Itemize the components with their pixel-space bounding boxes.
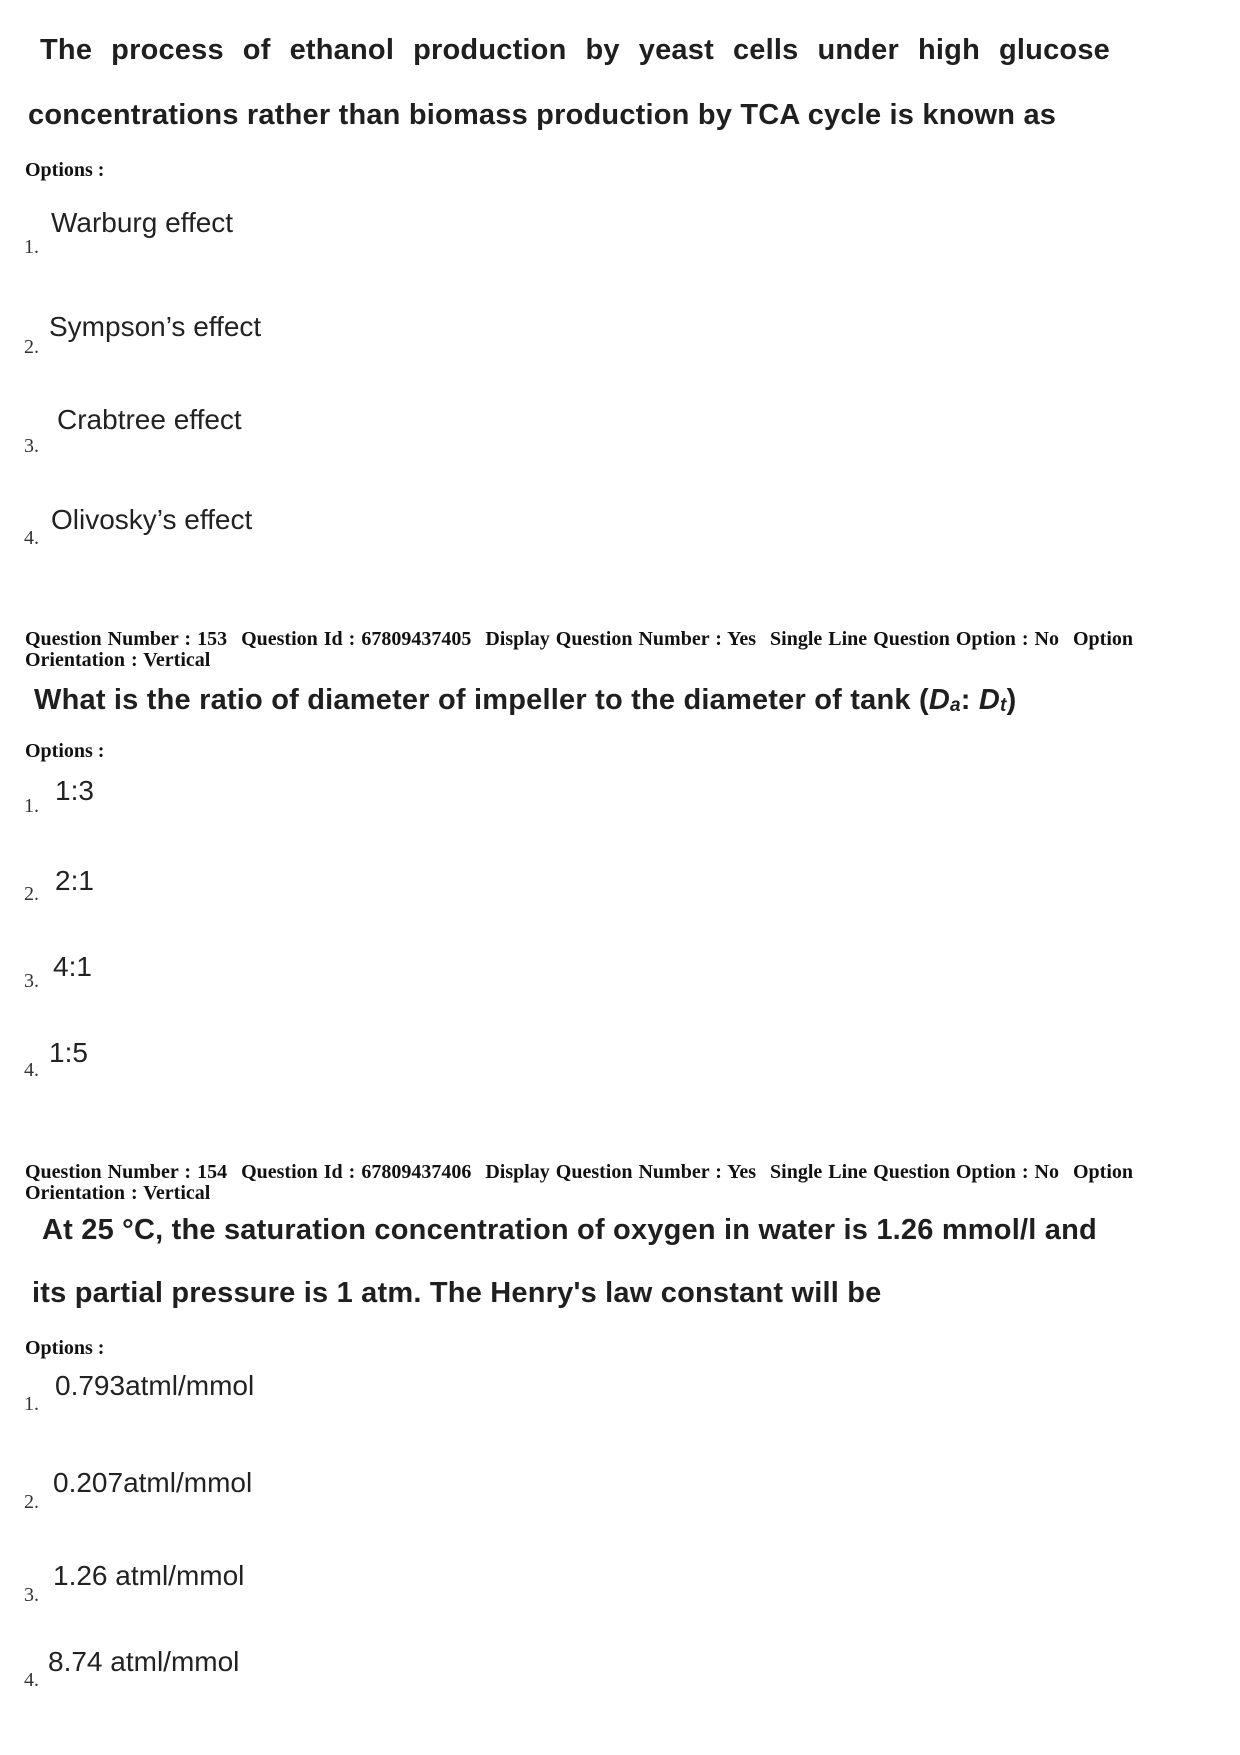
option-text: 1:3 [55,775,94,806]
option-number: 1. [24,236,39,258]
question-152-text-line-2: concentrations rather than biomass production by TCA cycle is known as [28,99,1057,131]
option-text: Warburg effect [51,207,234,238]
option-text: Olivosky’s effect [51,504,253,535]
question-153-metadata: Question Number : 153 Question Id : 67809437405 Display Question Number : Yes Single Line Question Option : No Option Orientation : Vertical [25,628,1134,671]
option-text: 4:1 [53,951,92,982]
question-154-metadata: Question Number : 154 Question Id : 67809437406 Display Question Number : Yes Single Line Question Option : No Option Orientation : Vertical [25,1161,1134,1204]
option-text: Crabtree effect [57,404,242,435]
option-number: 4. [24,527,39,549]
options-label: Options : [25,159,105,181]
option-text: 8.74 atml/mmol [48,1646,240,1677]
options-label: Options : [25,1337,105,1359]
option-number: 2. [24,883,39,905]
question-152-text-line-1: The process of ethanol production by yeast cells under high glucose [40,34,1110,66]
option-text: 0.793atml/mmol [55,1370,255,1401]
option-number: 1. [24,795,39,817]
option-number: 3. [24,435,39,457]
option-number: 1. [24,1393,39,1415]
question-154-text-line-1: At 25 °C, the saturation concentration of oxygen in water is 1.26 mmol/l and [42,1214,1097,1246]
option-number: 2. [24,1491,39,1513]
option-number: 4. [24,1059,39,1081]
option-text: 2:1 [55,865,94,896]
question-153-text: What is the ratio of diameter of impeller to the diameter of tank ($D_a$: $D_t$) [34,684,1017,716]
option-text: 1:5 [49,1037,88,1068]
option-text: 0.207atml/mmol [53,1467,253,1498]
option-number: 4. [24,1669,39,1691]
question-154-text-line-2: its partial pressure is 1 atm. The Henry's law constant will be [32,1277,882,1309]
option-number: 2. [24,336,39,358]
option-number: 3. [24,1584,39,1606]
options-label: Options : [25,740,105,762]
option-text: Sympson’s effect [49,311,262,342]
option-text: 1.26 atml/mmol [53,1560,245,1591]
option-number: 3. [24,970,39,992]
